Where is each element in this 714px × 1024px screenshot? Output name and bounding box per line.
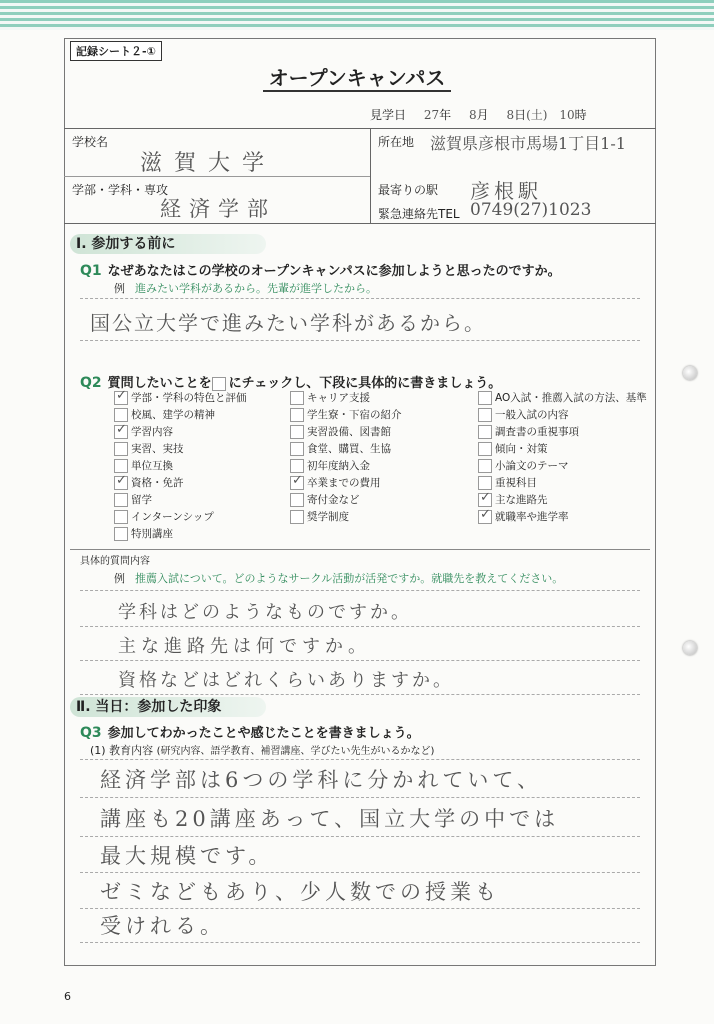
q2-option-label: AO入試・推薦入試の方法、基準 xyxy=(495,392,647,404)
q3-rule-1 xyxy=(80,797,640,798)
checkbox[interactable] xyxy=(114,493,128,507)
dept-value: 経済学部 xyxy=(160,197,276,221)
q2-option-label: 就職率や進学率 xyxy=(495,511,569,523)
q2-option[interactable] xyxy=(290,458,470,475)
q3-rule-2 xyxy=(80,836,640,837)
checked-checkbox[interactable] xyxy=(478,510,492,524)
checkbox[interactable] xyxy=(290,408,304,422)
q1-example-label: 例 xyxy=(114,282,125,295)
q2-option-label: 学生寮・下宿の紹介 xyxy=(307,409,402,421)
q2-option-label: 学習内容 xyxy=(131,426,173,438)
q1-answer: 国公立大学で進みたい学科があるから。 xyxy=(90,311,486,335)
q2-text-pre: 質問したいことを xyxy=(107,376,212,391)
checked-checkbox[interactable] xyxy=(478,493,492,507)
info-divider xyxy=(370,128,371,224)
q2-detail-divider xyxy=(70,549,650,550)
section2-heading: Ⅱ. 当日：参加した印象 xyxy=(70,697,266,717)
q3-question xyxy=(80,722,420,741)
location-value: 滋賀県彦根市馬場1丁目1-1 xyxy=(430,134,626,153)
checkbox[interactable] xyxy=(478,476,492,490)
checkbox[interactable] xyxy=(478,425,492,439)
q2-option-label: 実習設備、図書館 xyxy=(307,426,391,438)
q2-options-col2 xyxy=(290,390,470,526)
q2-rule-2 xyxy=(80,626,640,627)
q2-checkbox-sample xyxy=(212,377,226,391)
q2-option[interactable] xyxy=(478,492,658,509)
q3-answer-3: 最大規模です。 xyxy=(100,844,274,868)
checked-checkbox[interactable] xyxy=(114,425,128,439)
q2-answer-2: 主な進路先は何ですか。 xyxy=(118,636,371,657)
visit-year: 27 xyxy=(423,108,440,122)
q2-option-label: 一般入試の内容 xyxy=(495,409,569,421)
q2-option[interactable] xyxy=(114,390,294,407)
q2-option-label: 留学 xyxy=(131,494,152,506)
station-value: 彦根駅 xyxy=(470,179,542,203)
q2-option-label: 主な進路先 xyxy=(495,494,548,506)
visit-month: 8 xyxy=(468,108,477,122)
q2-example-label: 例 xyxy=(114,572,125,585)
checked-checkbox[interactable] xyxy=(114,476,128,490)
q2-option[interactable] xyxy=(478,441,658,458)
q2-option[interactable] xyxy=(290,475,470,492)
q2-option-label: 奨学制度 xyxy=(307,511,349,523)
visit-day: 8 xyxy=(506,108,515,122)
q2-option[interactable] xyxy=(114,492,294,509)
q1-example xyxy=(114,280,377,296)
q2-option[interactable] xyxy=(114,475,294,492)
q2-rule-3 xyxy=(80,660,640,661)
q2-option[interactable] xyxy=(478,509,658,526)
q2-option-label: 初年度納入金 xyxy=(307,460,370,472)
q2-detail-label: 具体的質問内容 xyxy=(80,556,150,567)
q2-rule-4 xyxy=(80,694,640,695)
q2-option-label: 重視科目 xyxy=(495,477,537,489)
q2-option[interactable] xyxy=(114,424,294,441)
q2-option[interactable] xyxy=(114,526,294,543)
q2-option-label: 小論文のテーマ xyxy=(495,460,569,472)
station-label: 最寄りの駅 xyxy=(378,183,439,197)
checkbox[interactable] xyxy=(290,442,304,456)
q2-option[interactable] xyxy=(290,424,470,441)
page-title-text: オープンキャンパス xyxy=(263,66,452,92)
q3-answer-5: 受けれる。 xyxy=(100,914,225,938)
checkbox[interactable] xyxy=(290,493,304,507)
visit-weekday: (土) xyxy=(526,108,548,122)
visit-day-unit: 日 xyxy=(514,108,527,122)
q2-options-col1 xyxy=(114,390,294,543)
q2-option[interactable] xyxy=(478,475,658,492)
q2-option-label: 資格・免許 xyxy=(131,477,184,489)
q2-option[interactable] xyxy=(114,407,294,424)
q2-option[interactable] xyxy=(478,458,658,475)
q3-answer-2: 講座も20講座あって、国立大学の中では xyxy=(100,807,560,831)
q3-answer-1: 経済学部は6つの学科に分かれていて、 xyxy=(100,768,542,792)
q3-subquestion xyxy=(90,742,434,758)
visit-hour: 10 xyxy=(559,108,575,122)
checked-checkbox[interactable] xyxy=(290,476,304,490)
checkbox[interactable] xyxy=(478,391,492,405)
visit-date xyxy=(370,106,587,123)
q2-option[interactable] xyxy=(290,407,470,424)
q3-rule-5 xyxy=(80,942,640,943)
checkbox[interactable] xyxy=(114,459,128,473)
q3-answer-4: ゼミなどもあり、少人数での授業も xyxy=(100,880,500,904)
checkbox[interactable] xyxy=(478,442,492,456)
checkbox[interactable] xyxy=(290,425,304,439)
checkbox[interactable] xyxy=(114,442,128,456)
checkbox[interactable] xyxy=(290,510,304,524)
q1-number: Q1 xyxy=(80,263,102,279)
q2-option[interactable] xyxy=(290,492,470,509)
q2-option[interactable] xyxy=(114,458,294,475)
q1-text: なぜあなたはこの学校のオープンキャンパスに参加しようと思ったのですか。 xyxy=(107,264,561,279)
q2-answer-1: 学科はどのようなものですか。 xyxy=(118,602,412,623)
q2-options-col3 xyxy=(478,390,658,526)
q2-option[interactable] xyxy=(478,390,658,407)
q2-option-label: 単位互換 xyxy=(131,460,173,472)
location-label: 所在地 xyxy=(378,135,415,149)
q2-answer-3: 資格などはどれくらいありますか。 xyxy=(118,670,454,691)
checkbox[interactable] xyxy=(478,459,492,473)
checkbox[interactable] xyxy=(114,527,128,541)
top-decorative-stripe xyxy=(0,0,714,30)
q2-option[interactable] xyxy=(114,441,294,458)
sheet-tag: 記録シート２-① xyxy=(70,41,162,61)
visit-year-unit: 年 xyxy=(439,108,452,122)
q2-option-label: 調査書の重視事項 xyxy=(495,426,579,438)
q2-option[interactable] xyxy=(478,424,658,441)
checkbox[interactable] xyxy=(290,391,304,405)
q3-number: Q3 xyxy=(80,725,102,741)
checked-checkbox[interactable] xyxy=(114,391,128,405)
q2-option-label: 校風、建学の精神 xyxy=(131,409,215,421)
page-number: 6 xyxy=(64,990,71,1003)
q2-number: Q2 xyxy=(80,375,102,391)
q3-sub-hint: (研究内容、語学教育、補習講座、学びたい先生がいるかなど) xyxy=(156,746,435,757)
tel-label: 緊急連絡先TEL xyxy=(378,207,460,221)
q2-option-label: 寄付金など xyxy=(307,494,360,506)
q1-example-text: 進みたい学科があるから。先輩が進学したから。 xyxy=(135,282,377,295)
q2-option[interactable] xyxy=(290,441,470,458)
q2-question xyxy=(80,372,501,391)
q3-rule-0 xyxy=(80,759,640,760)
q1-rule xyxy=(80,298,640,299)
q2-option-label: 学部・学科の特色と評価 xyxy=(131,392,247,404)
visit-month-unit: 月 xyxy=(476,108,489,122)
visit-date-label: 見学日 xyxy=(370,108,407,122)
checkbox[interactable] xyxy=(290,459,304,473)
q3-rule-3 xyxy=(80,872,640,873)
q2-option-label: 食堂、購買、生協 xyxy=(307,443,391,455)
q2-option[interactable] xyxy=(114,509,294,526)
school-value: 滋賀大学 xyxy=(140,151,277,176)
q2-option[interactable] xyxy=(478,407,658,424)
q2-option-label: 傾向・対策 xyxy=(495,443,548,455)
tel-value: 0749(27)1023 xyxy=(470,200,592,220)
dept-label: 学部・学科・専攻 xyxy=(72,183,169,197)
checkbox[interactable] xyxy=(478,408,492,422)
checkbox[interactable] xyxy=(114,510,128,524)
q2-text-post: にチェックし、下段に具体的に書きましょう。 xyxy=(228,376,502,391)
q2-option[interactable] xyxy=(290,509,470,526)
q2-option-label: 卒業までの費用 xyxy=(307,477,381,489)
binder-hole-1 xyxy=(683,366,697,380)
q2-rule-1 xyxy=(80,590,640,591)
q2-example xyxy=(114,570,563,586)
section1-heading: Ⅰ. 参加する前に xyxy=(70,234,266,254)
checkbox[interactable] xyxy=(114,408,128,422)
q2-option-label: 特別講座 xyxy=(131,528,173,540)
q2-option-label: キャリア支援 xyxy=(307,392,370,404)
q2-option[interactable] xyxy=(290,390,470,407)
q3-text: 参加してわかったことや感じたことを書きましょう。 xyxy=(107,726,420,741)
q1-question xyxy=(80,260,561,279)
q2-option-label: インターンシップ xyxy=(131,511,214,523)
q2-example-text: 推薦入試について。どのようなサークル活動が活発ですか。就職先を教えてください。 xyxy=(135,572,564,585)
binder-hole-2 xyxy=(683,641,697,655)
q2-option-label: 実習、実技 xyxy=(131,443,184,455)
q3-rule-4 xyxy=(80,908,640,909)
page-title xyxy=(0,62,714,91)
q1-answer-rule xyxy=(80,340,640,341)
q3-sub-label: (1) 教育内容 xyxy=(90,744,154,757)
school-label: 学校名 xyxy=(72,135,109,149)
visit-hour-unit: 時 xyxy=(574,108,587,122)
